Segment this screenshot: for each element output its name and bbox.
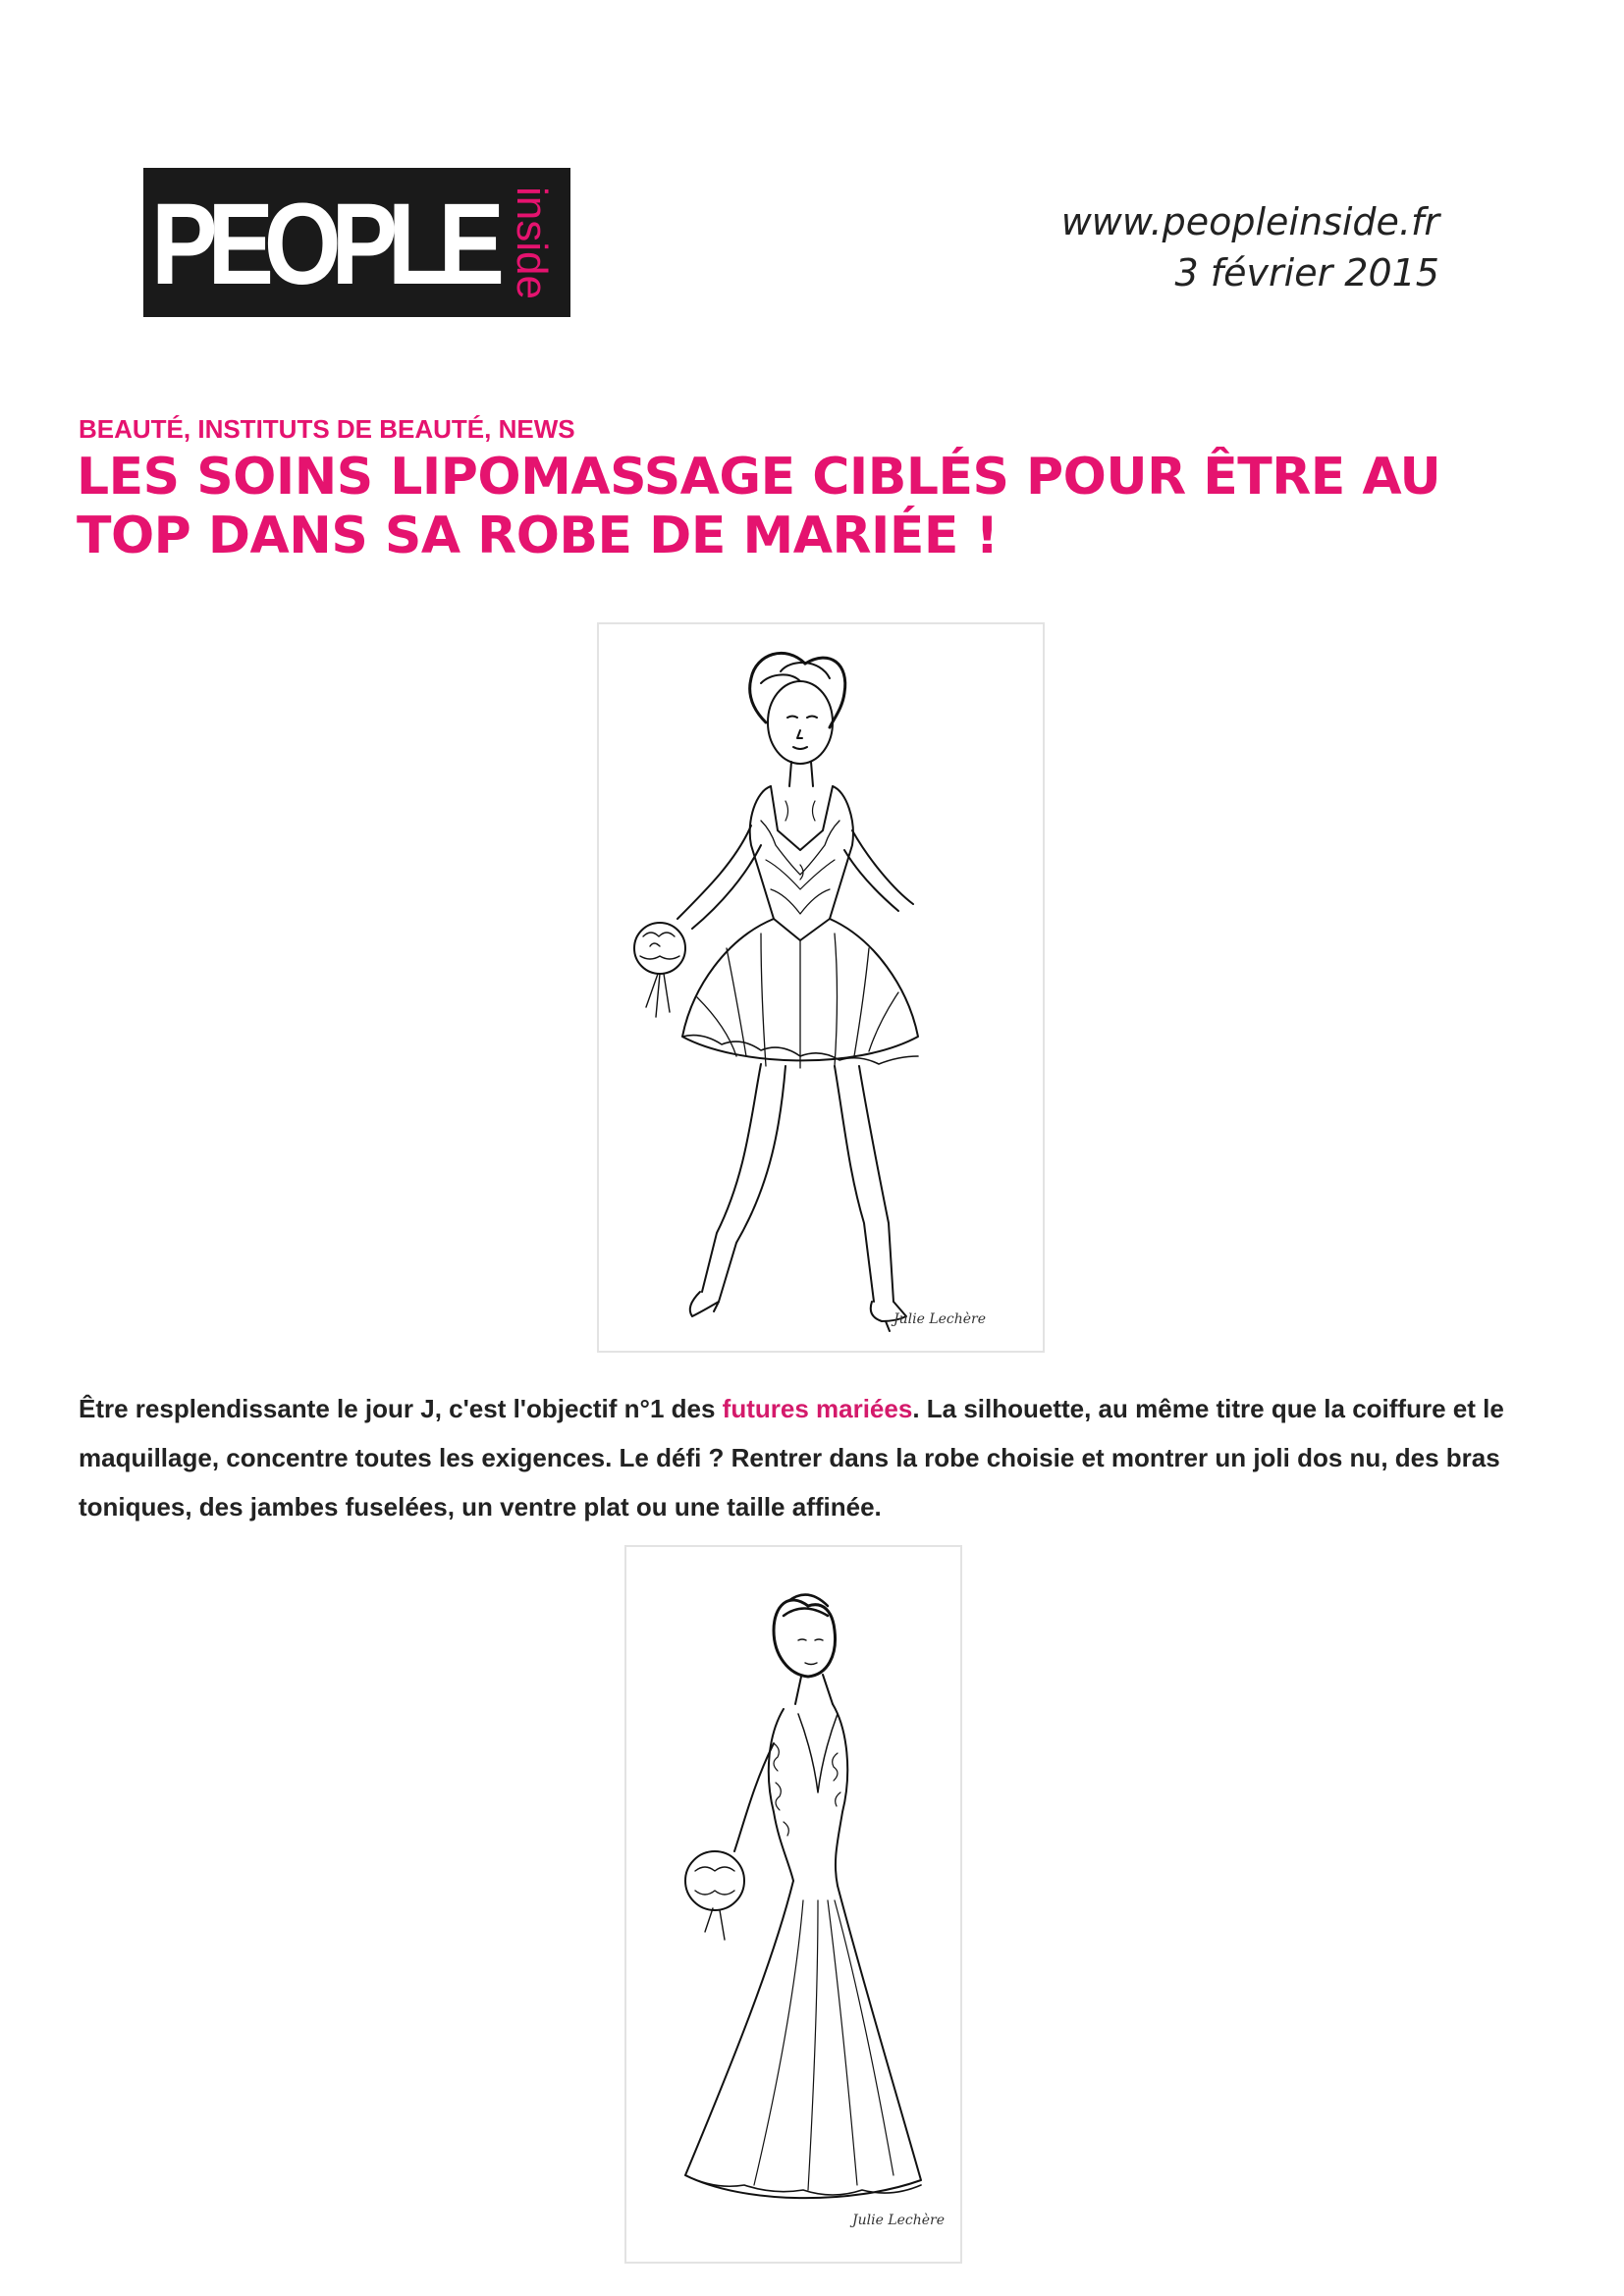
article-title: LES SOINS LIPOMASSAGE CIBLÉS POUR ÊTRE AU TOP DANS SA ROBE DE MARIÉE ! — [77, 448, 1441, 565]
illustration-short-dress — [597, 622, 1045, 1353]
logo-subtitle: inside — [508, 186, 556, 299]
publication-date: 3 février 2015 — [1174, 251, 1439, 294]
article-paragraph — [79, 1384, 1571, 1531]
paragraph-text-2: . La silhouette, au même titre que la coiffure et le maquillage, concentre toutes les exigences. Le défi ? Rentrer dans la robe choisie et montrer un joli dos nu, des bras toniques, des jambes fuselées, un ventre plat ou une taille affinée. — [79, 1394, 1504, 1522]
long-gown-drawing — [626, 1547, 960, 2262]
logo-wordmark: PEOPLE — [151, 180, 495, 309]
illustration-signature: Julie Lechère — [893, 1311, 987, 1327]
illustration-signature-2: Julie Lechère — [852, 2213, 946, 2228]
illustration-long-gown — [624, 1545, 962, 2264]
source-url: www.peopleinside.fr — [1060, 200, 1439, 243]
futures-mariees-link[interactable]: futures mariées — [722, 1394, 913, 1423]
people-inside-logo[interactable] — [143, 168, 570, 317]
short-dress-drawing — [599, 624, 1043, 1351]
source-info — [1061, 196, 1439, 298]
article-categories[interactable]: BEAUTÉ, INSTITUTS DE BEAUTÉ, NEWS — [79, 414, 575, 444]
paragraph-text-1: Être resplendissante le jour J, c'est l'objectif n°1 des — [79, 1394, 723, 1423]
